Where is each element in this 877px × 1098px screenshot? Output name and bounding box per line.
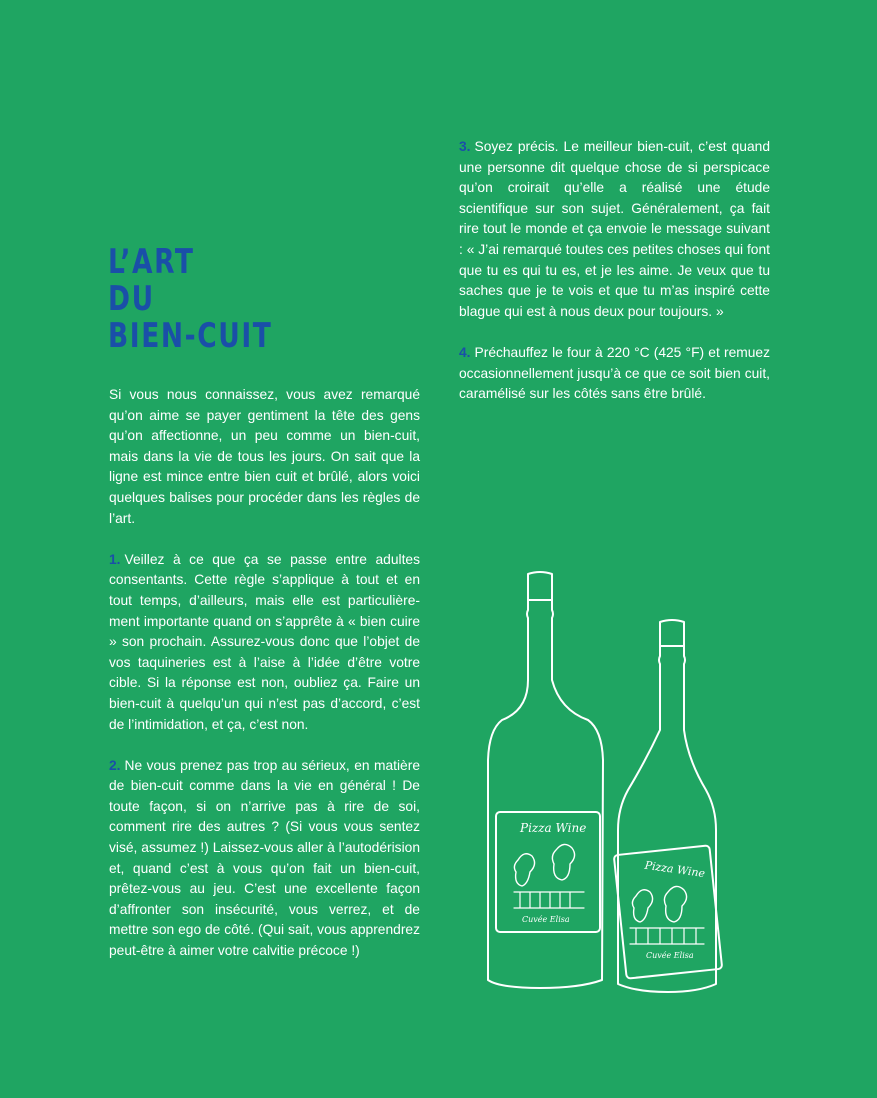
title-line-1: L’ART [108, 242, 195, 282]
short-bottle-icon [614, 620, 722, 992]
wine-bottles-illustration [470, 560, 730, 1000]
short-bottle-label-brand: Pizza Wine [643, 858, 706, 881]
rule-3-text: Soyez précis. Le meilleur bien-cuit, c’est quand une personne dit quelque chose de si perspicace qu’on croirait qu’elle a réalisé une étude scientifique sur son sujet. Généralement, ça fait rire tout le monde et ça envoie le message suivant : « J’ai remarqué toutes ces petites choses qui font que tu es qui tu es, et je les aime. Je veux que tu saches que je te vois et que tu m’as inspiré cette blague qui est à nous deux pour toujours. » [459, 139, 770, 319]
tall-bottle-label-cuvee: Cuvée Elisa [522, 915, 570, 924]
rule-1-number: 1. [109, 551, 121, 567]
intro-paragraph: Si vous nous connaissez, vous avez remarqué qu’on aime se payer gentiment la tête des gens qu’on affectionne, un peu comme un bien-cuit, mais dans la vie de tous les jours. On sait que la ligne est mince entre bien cuit et brûlé, alors voici quelques balises pour procéder dans les règles de l’art. [109, 387, 420, 526]
rule-2-number: 2. [109, 757, 121, 773]
rule-4-text: Préchauffez le four à 220 °C (425 °F) et remuez occasionnellement jusqu’à ce que ce soit bien cuit, caramélisé sur les côtés sans être brûlé. [459, 344, 770, 402]
rule-4 [459, 343, 770, 405]
rule-1 [109, 550, 420, 735]
rule-1-text: Veillez à ce que ça se passe entre adultes consentants. Cette règle s’applique à tout et en tout temps, d’ailleurs, mais elle est particulièrement importante quand on s’apprête à « bien cuire » son prochain. Assurez-vous donc que l’objet de vos taquineries est à l’aise à l’idée d’être votre cible. Si la réponse est non, oubliez ça. Faire un bien-cuit à quelqu’un qui n’est pas d’accord, c’est de l’intimidation, et ça, c’est non. [109, 551, 420, 732]
rule-3 [459, 137, 770, 322]
rule-2 [109, 756, 420, 962]
right-column [459, 137, 770, 425]
rule-2-text: Ne vous prenez pas trop au sérieux, en matière de bien-cuit comme dans la vie en général ! De toute façon, si on n’arrive pas à rire de soi, comment rire des autres ? (Si vous vous sentez visé, assumez !) Laissez-vous aller à l’autodérision et, quand c’est à vous qu’on fait un bien-cuit, prêtez-vous au jeu. C’est une excellente façon d’affronter son insécurité, vous verrez, et de mettre son ego de côté. (Qui sait, vous apprendrez peut-être à aimer votre calvitie précoce !) [109, 757, 420, 959]
left-column [109, 385, 420, 982]
short-bottle-label-cuvee: Cuvée Elisa [646, 951, 694, 960]
title-line-3: BIEN-CUIT [108, 316, 273, 356]
tall-bottle-label-brand: Pizza Wine [520, 821, 587, 835]
rule-3-number: 3. [459, 139, 471, 154]
page-title [108, 244, 358, 355]
tall-bottle-icon [488, 572, 603, 988]
rule-4-number: 4. [459, 344, 471, 360]
title-line-2: DU [108, 279, 155, 319]
